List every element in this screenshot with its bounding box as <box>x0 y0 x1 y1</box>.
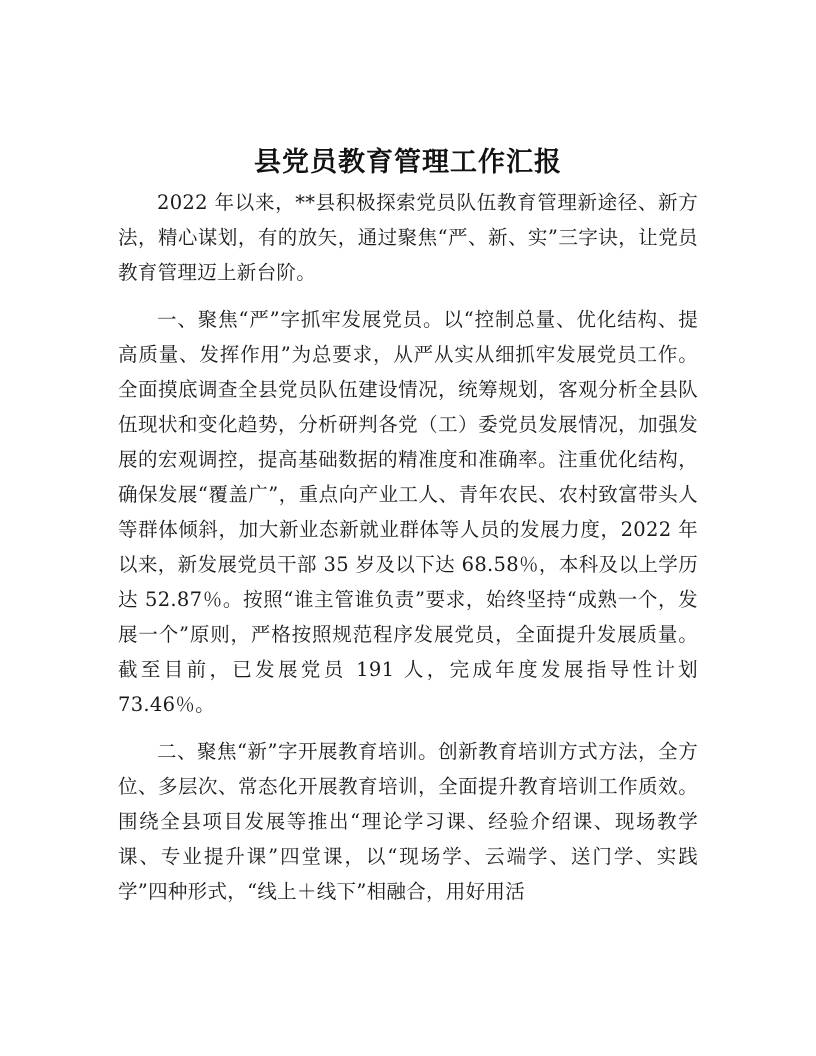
paragraph-section-one: 一、聚焦“严”字抓牢发展党员。以“控制总量、优化结构、提高质量、发挥作用”为总要求，从严从实从细抓牢发展党员工作。全面摸底调查全县党员队伍建设情况，统筹规划，客观分析全县队伍现状和变化趋势，分析研判各党（工）委党员发展情况，加强发展的宏观调控，提高基础数据的精准度和准确率。注重优化结构，确保发展“覆盖广”，重点向产业工人、青年农民、农村致富带头人等群体倾斜，加大新业态新就业群体等人员的发展力度，2022 年以来，新发展党员干部 35 岁及以下达 68.58％，本科及以上学历达 52.87％。按照“谁主管谁负责”要求，始终坚持“成熟一个，发展一个”原则，严格按照规范程序发展党员，全面提升发展质量。截至目前，已发展党员 191 人，完成年度发展指导性计划 73.46％。 <box>118 308 698 716</box>
document-title: 县党员教育管理工作汇报 <box>254 147 562 178</box>
document-body <box>118 143 698 921</box>
paragraph-section-two: 二、聚焦“新”字开展教育培训。创新教育培训方式方法，全方位、多层次、常态化开展教育培训，全面提升教育培训工作质效。围绕全县项目发展等推出“理论学习课、经验介绍课、现场教学课、专业提升课”四堂课，以“现场学、云端学、送门学、实践学”四种形式，“线上＋线下”相融合，用好用活 <box>118 740 698 903</box>
paragraph-intro: 2022 年以来，**县积极探索党员队伍教育管理新途径、新方法，精心谋划，有的放矢，通过聚焦“严、新、实”三字诀，让党员教育管理迈上新台阶。 <box>118 191 698 284</box>
